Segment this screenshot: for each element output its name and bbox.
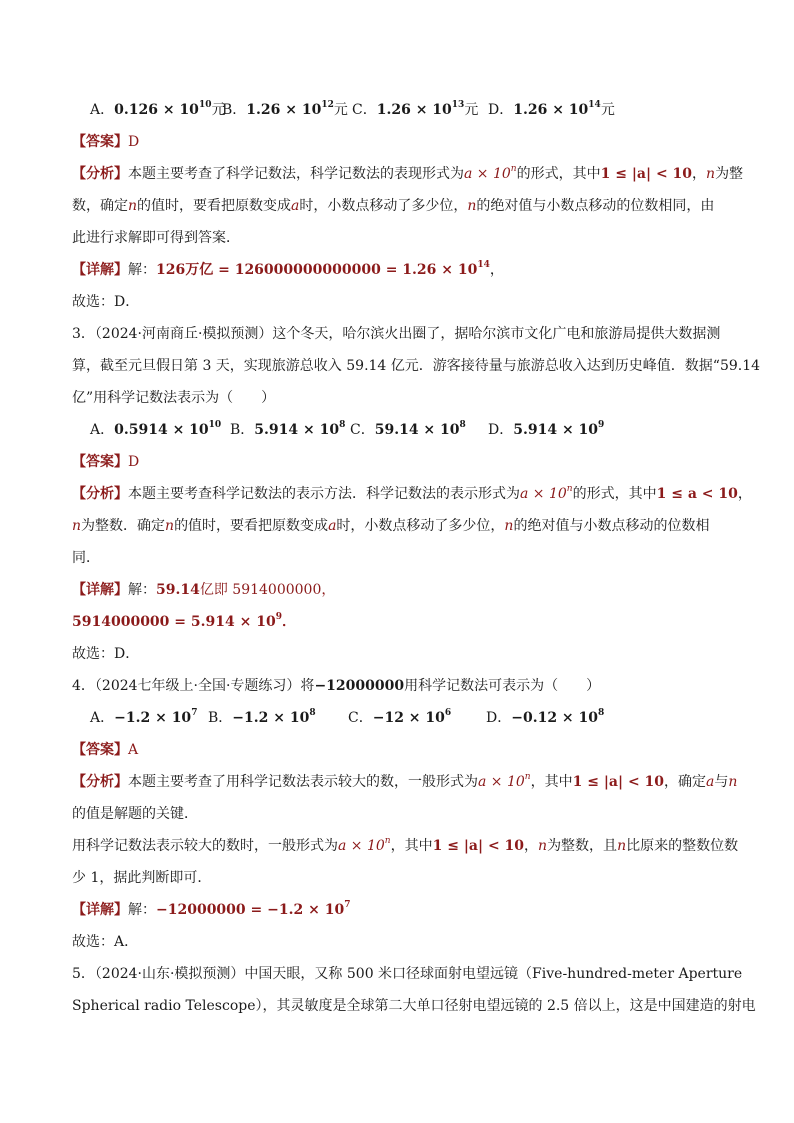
q3-detail-line-1: 【详解】解：59.14亿即 5914000000， bbox=[72, 582, 336, 598]
q3-stem-line-3: 亿”用科学记数法表示为（ ） bbox=[72, 390, 276, 406]
q2-options bbox=[90, 100, 615, 120]
q4-analysis-line-2: 的值是解题的关键． bbox=[72, 806, 198, 822]
q3-detail-line-2: $5914000000 = 5.914 \times 10^9$． bbox=[72, 612, 296, 630]
q2-analysis-line-3: 此进行求解即可得到答案． bbox=[72, 230, 240, 246]
q4-option-c: C．$-12 \times 10^6$ bbox=[348, 708, 452, 726]
q4-choose: 故选：A． bbox=[72, 934, 139, 950]
q3-option-c: C．$59.14 \times 10^8$ bbox=[350, 420, 466, 438]
q3-analysis-line-3: 同． bbox=[72, 550, 100, 566]
q4-options bbox=[90, 708, 604, 728]
q4-option-d: D．$-0.12 \times 10^8$ bbox=[486, 708, 605, 726]
q3-choose: 故选：D． bbox=[72, 646, 140, 662]
q5-stem-line-2: Spherical radio Telescope），其灵敏度是全球第二大单口径射电望远镜的 2.5 倍以上，这是中国建造的射电 bbox=[72, 998, 756, 1014]
q2-option-c: C．$1.26 \times 10^{13}$元 bbox=[352, 100, 479, 118]
q2-option-b: B．$1.26 \times 10^{12}$元 bbox=[222, 100, 348, 118]
q3-options bbox=[90, 420, 604, 440]
q3-option-a: A．$0.5914 \times 10^{10}$ bbox=[90, 420, 222, 438]
q4-answer: 【答案】A bbox=[72, 742, 139, 758]
q3-answer: 【答案】D bbox=[72, 454, 140, 470]
q3-stem-line-2: 算，截至元旦假日第 3 天，实现旅游总收入 59.14 亿元．游客接待量与旅游总收入达到历史峰值．数据“59.14 bbox=[72, 358, 761, 374]
q2-detail: 【详解】解：126万亿 = $126000000000000 = 1.26 \times 10^{14}$， bbox=[72, 260, 504, 278]
q2-answer: 【答案】D bbox=[72, 134, 140, 150]
q3-analysis-line-2: n为整数．确定n的值时，要看把原数变成a时，小数点移动了多少位，n的绝对值与小数点移动的位数相 bbox=[72, 518, 710, 534]
q2-option-a: A．$0.126 \times 10^{10}$元 bbox=[90, 100, 226, 118]
q2-choose: 故选：D． bbox=[72, 294, 140, 310]
q4-analysis-line-4: 少 1，据此判断即可． bbox=[72, 870, 212, 886]
q2-option-d: D．$1.26 \times 10^{14}$元 bbox=[488, 100, 615, 118]
q2-analysis-line-1: 【分析】本题主要考查了科学记数法，科学记数法的表现形式为$a \times 10^n$的形式，其中1 ≤ |a| < 10，n为整 bbox=[72, 164, 744, 182]
q2-analysis-line-2: 数，确定n的值时，要看把原数变成a时，小数点移动了多少位，n的绝对值与小数点移动的位数相同，由 bbox=[72, 198, 715, 214]
q4-analysis-line-3: 用科学记数法表示较大的数时，一般形式为$a \times 10^n$，其中1 ≤ |a| < 10，n为整数，且n比原来的整数位数 bbox=[72, 836, 739, 854]
q4-option-b: B．$-1.2 \times 10^8$ bbox=[208, 708, 316, 726]
q3-option-b: B．$5.914 \times 10^8$ bbox=[230, 420, 346, 438]
q3-stem-line-1: 3．（2024·河南商丘·模拟预测）这个冬天，哈尔滨火出圈了，据哈尔滨市文化广电和旅游局提供大数据测 bbox=[72, 326, 721, 342]
q5-stem-line-1: 5．（2024·山东·模拟预测）中国天眼，又称 500 米口径球面射电望远镜（Five-hundred-meter Aperture bbox=[72, 966, 743, 982]
q4-option-a: A．$-1.2 \times 10^7$ bbox=[90, 708, 198, 726]
q3-analysis-line-1: 【分析】本题主要考查科学记数法的表示方法．科学记数法的表示形式为$a \times 10^n$的形式，其中1 ≤ a < 10， bbox=[72, 484, 752, 502]
q4-stem: 4．（2024七年级上·全国·专题练习）将−12000000用科学记数法可表示为（ ） bbox=[72, 678, 601, 694]
q3-option-d: D．$5.914 \times 10^9$ bbox=[488, 420, 605, 438]
q4-analysis-line-1: 【分析】本题主要考查了用科学记数法表示较大的数，一般形式为$a \times 10^n$，其中1 ≤ |a| < 10，确定a与n bbox=[72, 772, 738, 790]
q4-detail: 【详解】解：$-12000000 = -1.2 \times 10^7$ bbox=[72, 900, 351, 918]
